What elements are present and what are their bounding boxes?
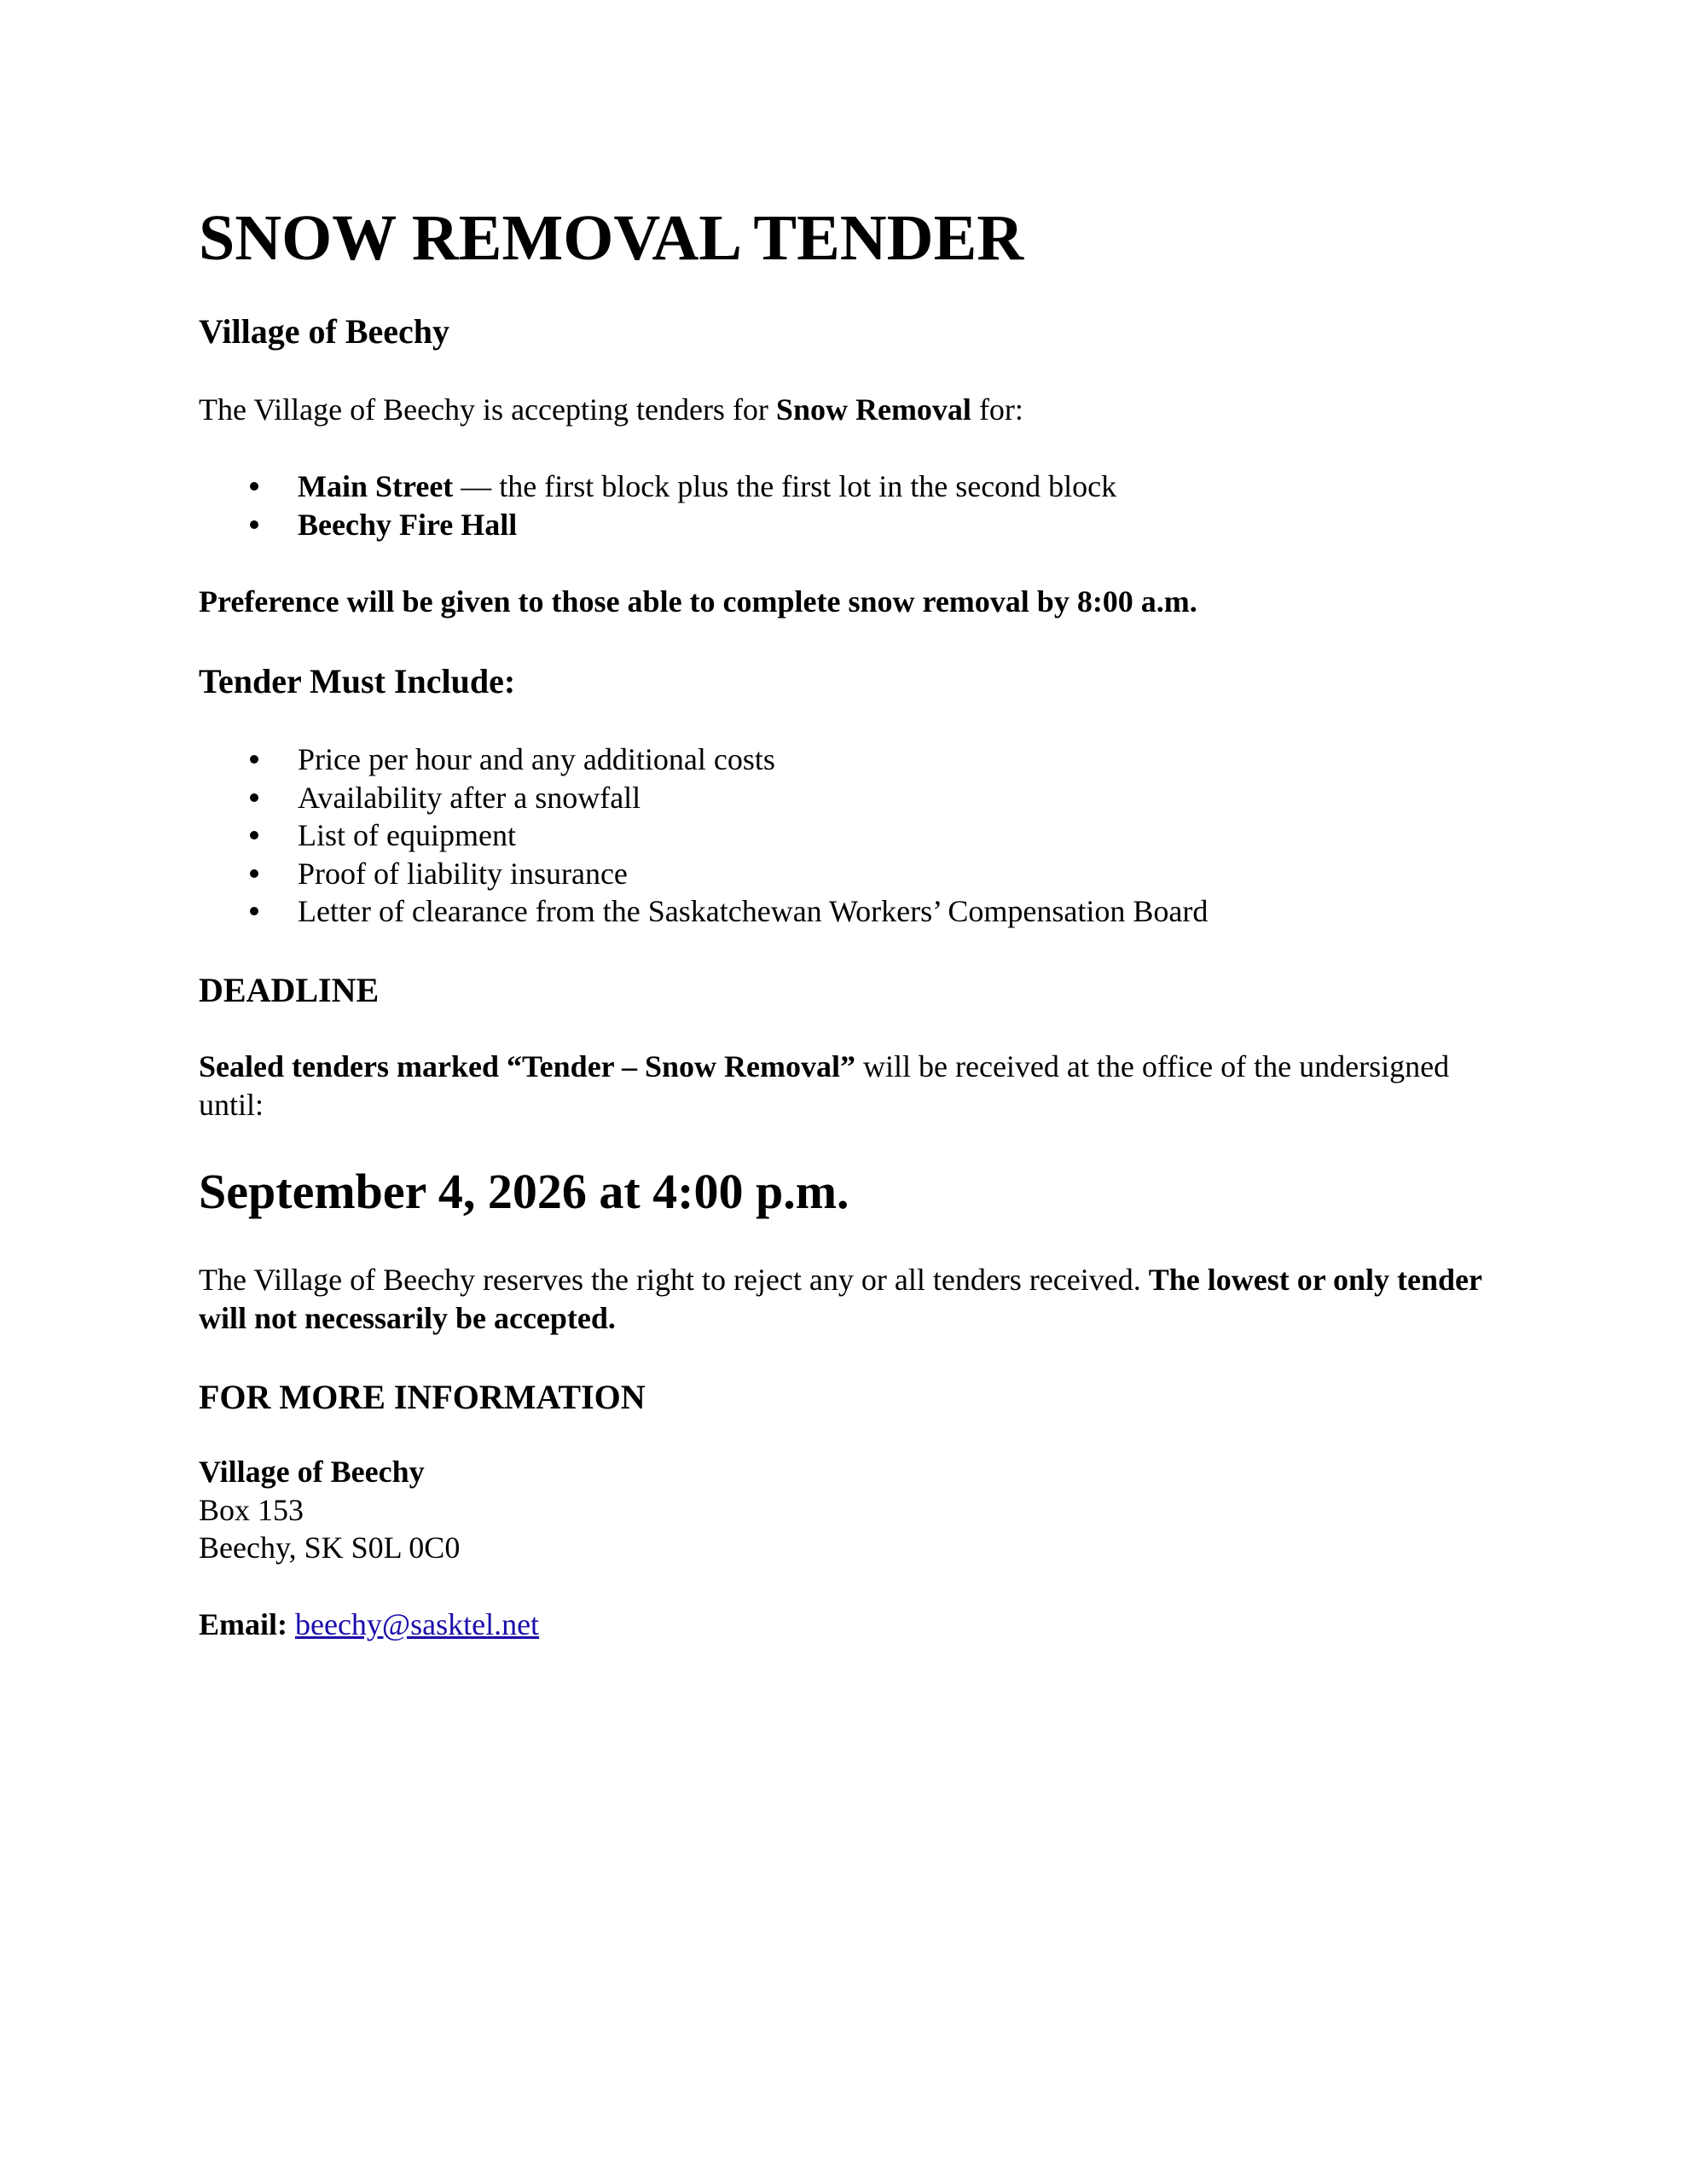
requirement-text: Price per hour and any additional costs: [298, 742, 775, 776]
deadline-instructions: will be received at the office of the undersigned until:: [199, 1049, 1450, 1122]
bullet-icon: [250, 831, 258, 839]
deadline-date: September 4, 2026 at 4:00 p.m.: [199, 1164, 849, 1219]
reserve-notice: The lowest or only tender will not necessarily be accepted.: [199, 1263, 1482, 1335]
list-item: [199, 855, 1208, 893]
list-item: [199, 892, 1208, 931]
list-item: [199, 816, 1208, 855]
requirement-text: List of equipment: [298, 818, 516, 852]
bullet-icon: [250, 520, 258, 529]
requirements-list: [199, 741, 1208, 931]
intro-text-start: The Village of Beechy is accepting tenders for: [199, 392, 776, 427]
requirements-heading: Tender Must Include:: [199, 662, 516, 700]
email-line: [199, 1606, 1529, 1644]
bullet-icon: [250, 482, 258, 491]
intro-service-name: Snow Removal: [775, 392, 971, 427]
deadline-heading: DEADLINE: [199, 971, 380, 1009]
list-item: [199, 468, 1116, 506]
list-item: [199, 779, 1208, 817]
bullet-icon: [250, 755, 258, 764]
list-item: [199, 741, 1208, 779]
intro-paragraph: [199, 391, 1529, 429]
reserve-statement: [199, 1261, 1504, 1337]
location-name: Main Street: [298, 469, 454, 503]
location-name: Beechy Fire Hall: [298, 507, 518, 542]
deadline-paragraph: [199, 1048, 1461, 1124]
contact-box: Box 153: [199, 1492, 304, 1527]
locations-list: [199, 468, 1116, 543]
contact-name: Village of Beechy: [199, 1455, 425, 1489]
contact-block: [199, 1453, 1529, 1567]
requirement-text: Proof of liability insurance: [298, 856, 628, 891]
bullet-icon: [250, 793, 258, 802]
bullet-icon: [250, 907, 258, 915]
email-link[interactable]: beechy@sasktel.net: [295, 1607, 540, 1641]
document-title: SNOW REMOVAL TENDER: [199, 202, 1024, 274]
list-item: [199, 506, 1116, 544]
preference-statement: Preference will be given to those able to complete snow removal by 8:00 a.m.: [199, 584, 1197, 619]
email-label: Email:: [199, 1607, 287, 1641]
reserve-text: The Village of Beechy reserves the right to reject any or all tenders received.: [199, 1263, 1149, 1297]
requirement-text: Availability after a snowfall: [298, 780, 641, 815]
info-heading: FOR MORE INFORMATION: [199, 1378, 646, 1416]
bullet-icon: [250, 869, 258, 878]
location-detail: — the first block plus the first lot in the second block: [453, 469, 1117, 503]
requirement-text: Letter of clearance from the Saskatchewan Workers’ Compensation Board: [298, 894, 1209, 928]
contact-city: Beechy, SK S0L 0C0: [199, 1531, 461, 1565]
deadline-marking: Sealed tenders marked “Tender – Snow Removal”: [199, 1049, 856, 1083]
intro-text-end: for:: [971, 392, 1023, 427]
village-subtitle: Village of Beechy: [199, 312, 450, 351]
